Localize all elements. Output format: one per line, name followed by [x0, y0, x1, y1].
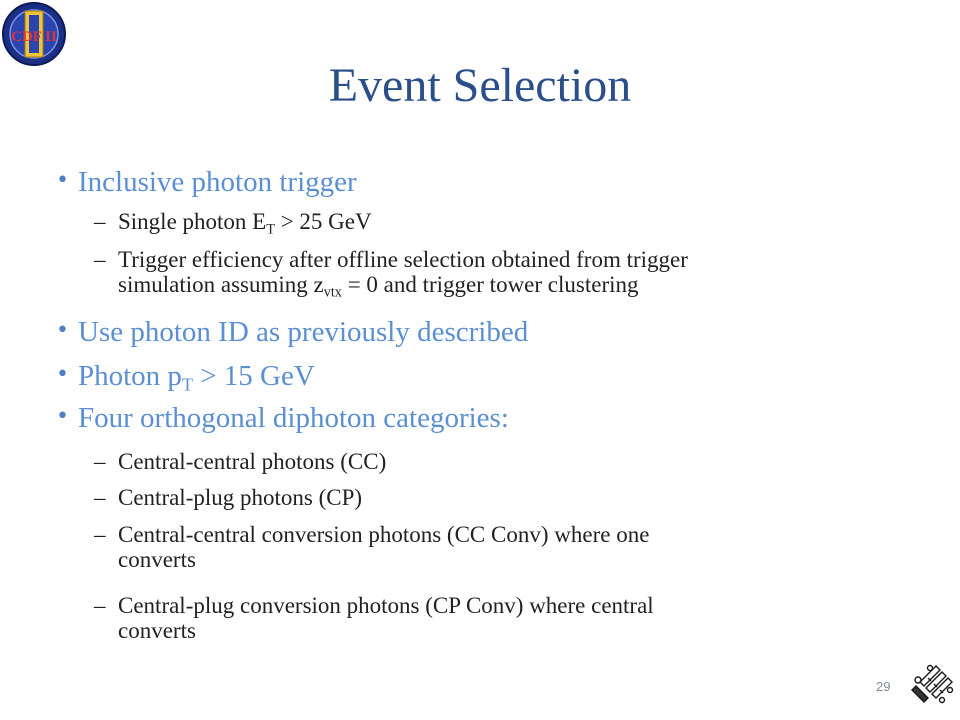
- dash-icon: –: [94, 485, 106, 510]
- dash-icon: –: [94, 522, 106, 547]
- bullet-text: Use photon ID as previously described: [78, 316, 529, 348]
- bullet-dot-icon: •: [56, 404, 69, 429]
- bullet-text: Photon $p_T > 15$ GeV: [78, 360, 315, 395]
- sub-bullet-text: Central-central photons (CC): [118, 449, 387, 474]
- page-number: 29: [876, 679, 891, 694]
- bullet-dot-icon: •: [56, 362, 69, 387]
- logo-text: CDF II: [11, 29, 57, 45]
- sub-bullet-text: Central-central conversion photons (CC Conv) where one converts: [118, 522, 650, 572]
- dash-icon: –: [94, 449, 106, 474]
- bullet-dot-icon: •: [56, 318, 69, 343]
- dash-icon: –: [94, 247, 106, 272]
- sub-bullet-text: Single photon $E_T > 25$ GeV: [118, 209, 372, 238]
- sub-bullet-text: Central-plug photons (CP): [118, 485, 363, 510]
- bullet-text: Inclusive photon trigger: [78, 166, 357, 198]
- dash-icon: –: [94, 593, 106, 618]
- crest-icon: [906, 660, 956, 706]
- sub-bullet-text: Trigger efficiency after offline selection obtained from trigger simulation assuming $z_{vtx} = 0$ and trigger tower clustering: [118, 247, 688, 301]
- sub-bullet-text: Central-plug conversion photons (CP Conv) where central converts: [118, 593, 654, 643]
- bullet-dot-icon: •: [56, 168, 69, 193]
- bullet-text: Four orthogonal diphoton categories:: [78, 402, 509, 434]
- dash-icon: –: [94, 209, 106, 234]
- slide-title: Event Selection: [328, 59, 632, 112]
